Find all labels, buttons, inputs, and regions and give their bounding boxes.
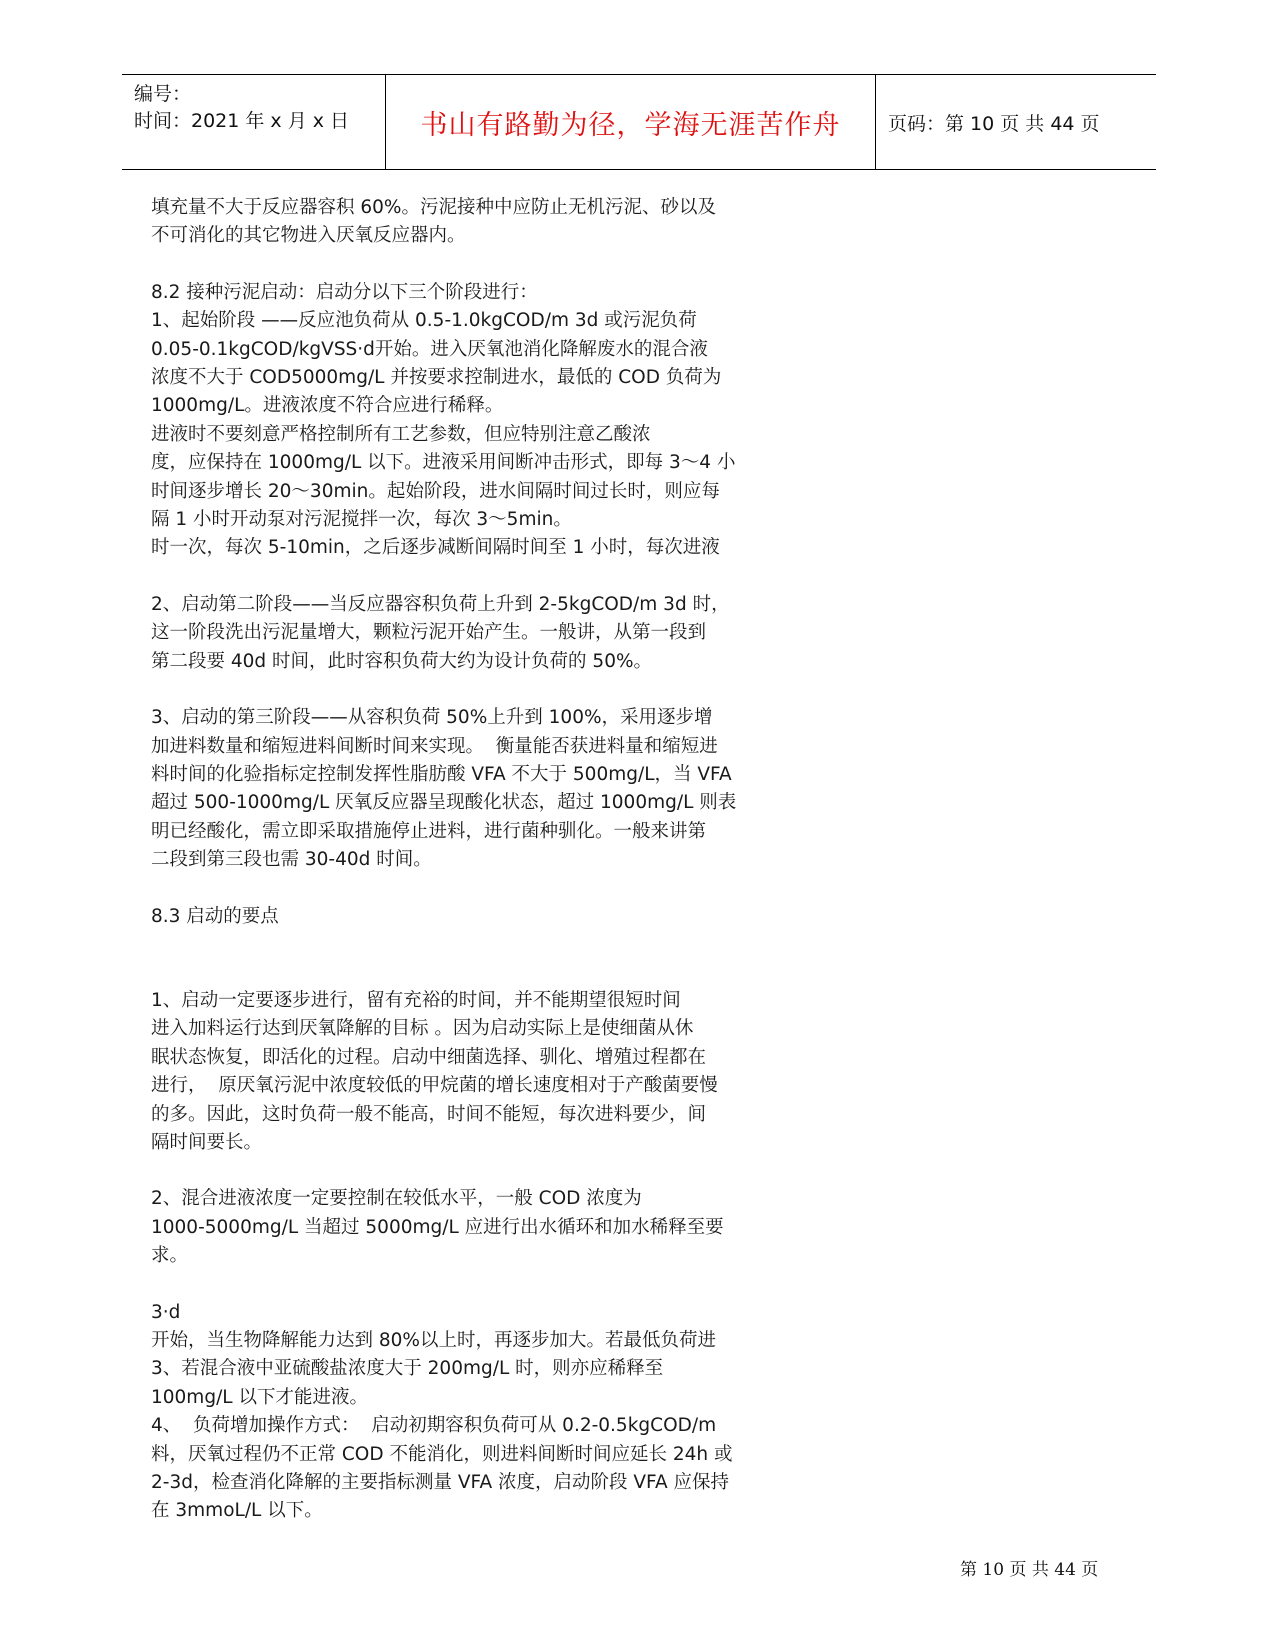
text-line: 隔时间要长。 <box>151 1131 263 1153</box>
document-body <box>151 194 891 1554</box>
text-line: 2-3d，检查消化降解的主要指标测量 VFA 浓度，启动阶段 VFA 应保持 <box>151 1472 729 1494</box>
text-line: 二段到第三段也需 30-40d 时间。 <box>151 849 432 871</box>
text-line: 眠状态恢复，即活化的过程。启动中细菌选择、驯化、增殖过程都在 <box>151 1046 707 1068</box>
document-time-label: 时间：2021 年 x 月 x 日 <box>134 110 350 132</box>
body-paragraph <box>151 194 891 251</box>
text-line: 开始，当生物降解能力达到 80%以上时，再逐步加大。若最低负荷进 <box>151 1330 717 1351</box>
text-line: 1000-5000mg/L 当超过 5000mg/L 应进行出水循环和加水稀释至要 <box>151 1216 724 1238</box>
text-line: 4、 负荷增加操作方式： 启动初期容积负荷可从 0.2-0.5kgCOD/m <box>151 1415 717 1437</box>
text-line: 时间逐步增长 20～30min。起始阶段，进水间隔时间过长时，则应每 <box>151 480 720 502</box>
body-paragraph <box>151 591 891 676</box>
text-line: 2、混合进液浓度一定要控制在较低水平，一般 COD 浓度为 <box>151 1188 642 1210</box>
text-line: 时一次，每次 5-10min，之后逐步减断间隔时间至 1 小时，每次进液 <box>151 537 720 559</box>
text-line: 进液时不要刻意严格控制所有工艺参数，但应特别注意乙酸浓 <box>151 423 651 445</box>
text-line: 1、启动一定要逐步进行，留有充裕的时间，并不能期望很短时间 <box>151 989 681 1011</box>
text-line: 1000mg/L。进液浓度不符合应进行稀释。 <box>151 395 504 417</box>
text-line: 0.05-0.1kgCOD/kgVSS·d开始。进入厌氧池消化降解废水的混合液 <box>151 338 708 360</box>
text-line: 2、启动第二阶段——当反应器容积负荷上升到 2-5kgCOD/m 3d 时， <box>151 593 730 615</box>
text-line: 不可消化的其它物进入厌氧反应器内。 <box>151 225 466 247</box>
header-left-cell <box>122 75 386 169</box>
text-line: 的多。因此，这时负荷一般不能高，时间不能短，每次进料要少，间 <box>151 1103 707 1125</box>
text-line: 求。 <box>151 1245 189 1267</box>
body-paragraph <box>151 1185 891 1270</box>
text-line: 这一阶段洗出污泥量增大，颗粒污泥开始产生。一般讲，从第一段到 <box>151 622 707 644</box>
page-header <box>122 74 1156 170</box>
text-line: 隔 1 小时开动泵对污泥搅拌一次，每次 3～5min。 <box>151 509 572 531</box>
text-line: 8.3 启动的要点 <box>151 905 279 927</box>
body-paragraph <box>151 279 891 563</box>
text-line: 3、启动的第三阶段——从容积负荷 50%上升到 100%，采用逐步增 <box>151 707 713 729</box>
text-line: 超过 500-1000mg/L 厌氧反应器呈现酸化状态，超过 1000mg/L 则表 <box>151 792 737 814</box>
text-line: 3、若混合液中亚硫酸盐浓度大于 200mg/L 时，则亦应稀释至 <box>151 1358 664 1380</box>
text-line: 进行， 原厌氧污泥中浓度较低的甲烷菌的增长速度相对于产酸菌要慢 <box>151 1075 718 1097</box>
text-line: 料，厌氧过程仍不正常 COD 不能消化，则进料间断时间应延长 24h 或 <box>151 1443 733 1465</box>
body-paragraph <box>151 1299 891 1526</box>
header-motto: 书山有路勤为径，学海无涯苦作舟 <box>386 75 876 169</box>
body-paragraph <box>151 987 891 1157</box>
text-line: 填充量不大于反应器容积 60%。污泥接种中应防止无机污泥、砂以及 <box>151 197 717 218</box>
text-line: 料时间的化验指标定控制发挥性脂肪酸 VFA 不大于 500mg/L，当 VFA <box>151 763 732 785</box>
body-paragraph <box>151 903 891 931</box>
header-page-label: 页码：第 10 页 共 44 页 <box>888 112 1100 135</box>
text-line: 100mg/L 以下才能进液。 <box>151 1386 368 1408</box>
text-line: 在 3mmoL/L 以下。 <box>151 1500 323 1522</box>
text-line: 明已经酸化，需立即采取措施停止进料，进行菌种驯化。一般来讲第 <box>151 820 707 842</box>
text-line: 浓度不大于 COD5000mg/L 并按要求控制进水，最低的 COD 负荷为 <box>151 367 722 389</box>
document-number-label: 编号： <box>134 83 192 105</box>
text-line: 3·d <box>151 1301 181 1323</box>
text-line: 进入加料运行达到厌氧降解的目标 。因为启动实际上是使细菌从休 <box>151 1018 694 1040</box>
text-line: 度，应保持在 1000mg/L 以下。进液采用间断冲击形式，即每 3～4 小 <box>151 452 736 474</box>
text-line: 8.2 接种污泥启动：启动分以下三个阶段进行： <box>151 281 538 303</box>
text-line: 第二段要 40d 时间，此时容积负荷大约为设计负荷的 50%。 <box>151 650 653 672</box>
body-paragraph <box>151 704 891 874</box>
text-line: 1、起始阶段 ——反应池负荷从 0.5-1.0kgCOD/m 3d 或污泥负荷 <box>151 310 697 332</box>
text-line: 加进料数量和缩短进料间断时间来实现。 衡量能否获进料量和缩短进 <box>151 735 718 757</box>
page-footer: 第 10 页 共 44 页 <box>960 1560 1099 1580</box>
